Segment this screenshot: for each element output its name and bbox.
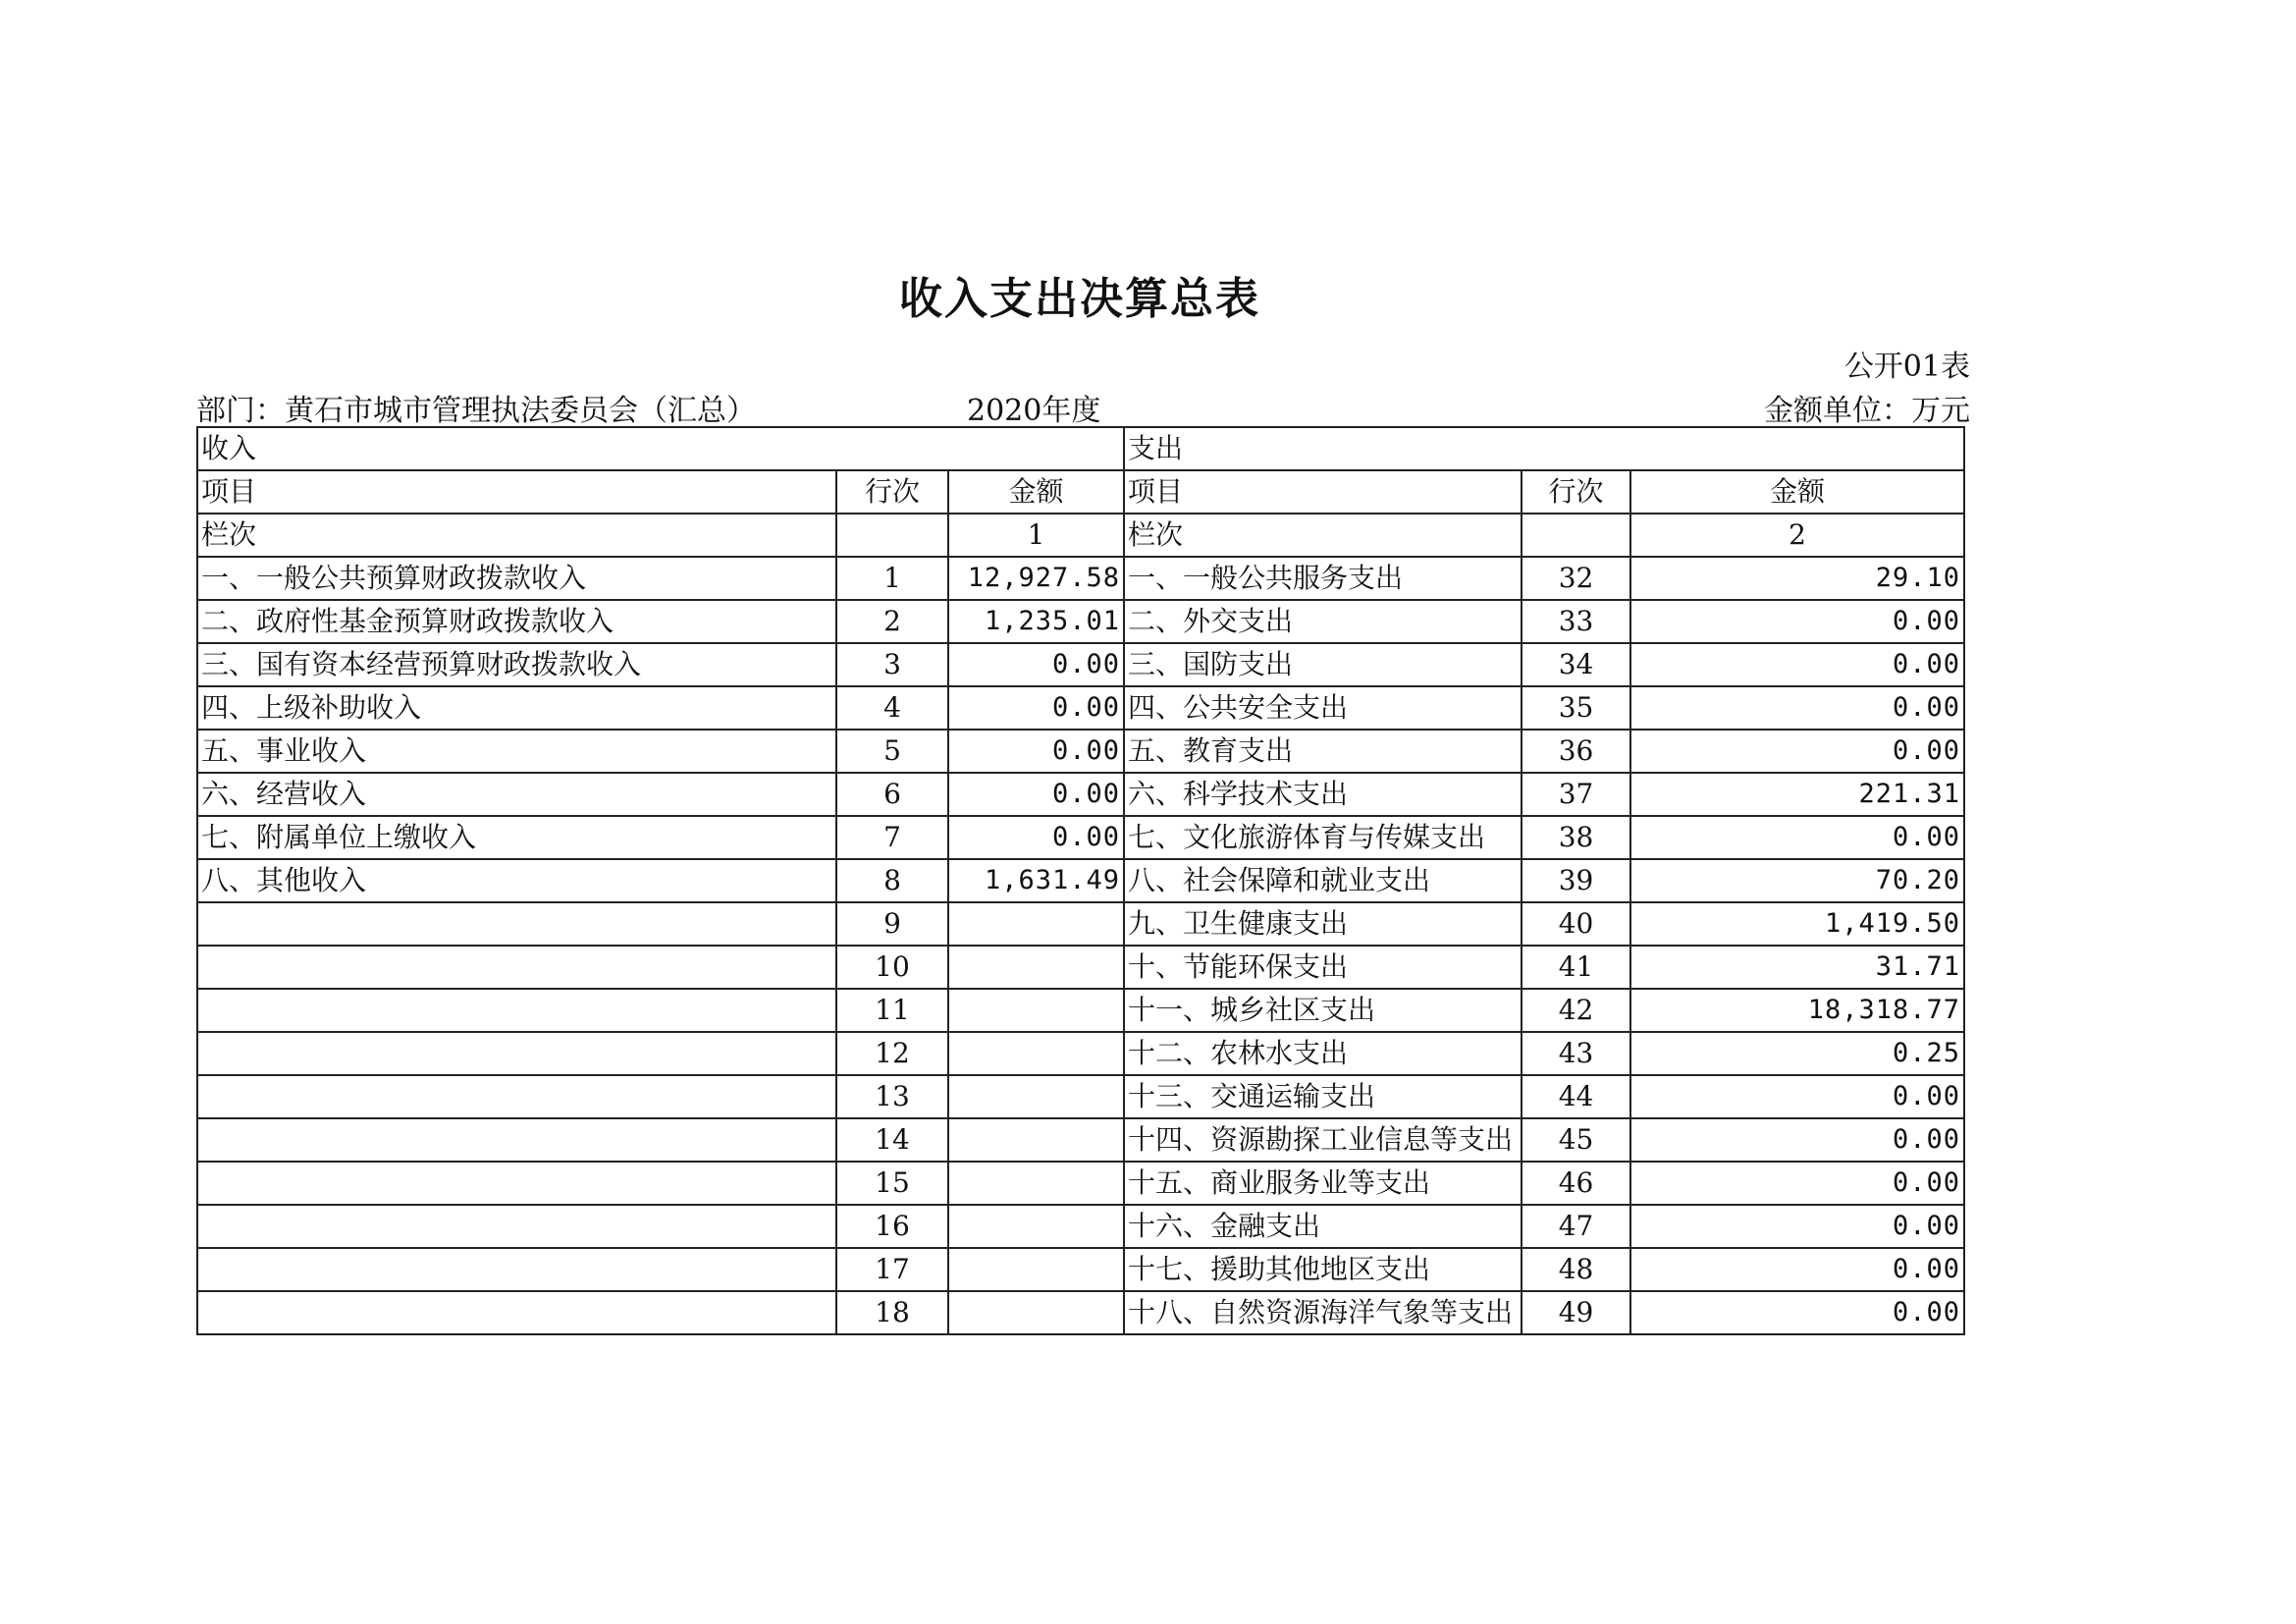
income-item-cell: 一、一般公共预算财政拨款收入 — [197, 557, 836, 600]
table-row — [197, 1205, 1964, 1248]
expense-amount-cell: 0.00 — [1630, 730, 1964, 773]
income-amount-cell — [948, 1248, 1124, 1291]
expense-item-cell: 九、卫生健康支出 — [1124, 902, 1522, 946]
expense-item-cell: 十八、自然资源海洋气象等支出 — [1124, 1291, 1522, 1334]
income-item-cell — [197, 1248, 836, 1291]
income-item-cell — [197, 989, 836, 1032]
expense-row-no-cell: 35 — [1522, 686, 1630, 730]
income-amount-cell: 0.00 — [948, 773, 1124, 816]
income-row-no-cell: 10 — [836, 946, 948, 989]
income-item-cell — [197, 1162, 836, 1205]
expense-row-no-cell: 36 — [1522, 730, 1630, 773]
table-row — [197, 1118, 1964, 1162]
income-item-cell — [197, 902, 836, 946]
income-item-cell: 二、政府性基金预算财政拨款收入 — [197, 600, 836, 643]
income-row-no-cell: 4 — [836, 686, 948, 730]
income-col-index: 1 — [948, 514, 1124, 557]
income-item-cell — [197, 1075, 836, 1118]
expense-row-no-cell: 38 — [1522, 816, 1630, 859]
expense-section-header: 支出 — [1124, 427, 1964, 470]
income-item-cell — [197, 1118, 836, 1162]
income-item-cell: 八、其他收入 — [197, 859, 836, 902]
income-row-no-cell: 2 — [836, 600, 948, 643]
table-row — [197, 989, 1964, 1032]
income-amount-cell: 1,235.01 — [948, 600, 1124, 643]
income-item-cell — [197, 1032, 836, 1075]
income-item-cell: 六、经营收入 — [197, 773, 836, 816]
expense-row-no-cell: 48 — [1522, 1248, 1630, 1291]
table-row — [197, 816, 1964, 859]
income-amount-cell — [948, 1205, 1124, 1248]
income-row-no-cell: 5 — [836, 730, 948, 773]
expense-amount-cell: 70.20 — [1630, 859, 1964, 902]
expense-amount-cell: 0.00 — [1630, 816, 1964, 859]
expense-item-cell: 二、外交支出 — [1124, 600, 1522, 643]
expense-col-label: 栏次 — [1124, 514, 1522, 557]
income-amount-cell — [948, 1032, 1124, 1075]
income-row-no-cell: 11 — [836, 989, 948, 1032]
column-index-row — [197, 514, 1964, 557]
table-row — [197, 686, 1964, 730]
expense-row-no-header: 行次 — [1522, 470, 1630, 514]
income-amount-cell — [948, 1162, 1124, 1205]
expense-row-no-cell: 44 — [1522, 1075, 1630, 1118]
income-row-no-cell: 8 — [836, 859, 948, 902]
income-row-no-cell: 15 — [836, 1162, 948, 1205]
income-row-no-cell: 14 — [836, 1118, 948, 1162]
expense-row-no-cell: 43 — [1522, 1032, 1630, 1075]
expense-row-no-cell: 39 — [1522, 859, 1630, 902]
expense-row-no-cell: 49 — [1522, 1291, 1630, 1334]
expense-amount-cell: 0.00 — [1630, 1162, 1964, 1205]
expense-row-no-cell: 32 — [1522, 557, 1630, 600]
expense-item-header: 项目 — [1124, 470, 1522, 514]
income-amount-cell: 0.00 — [948, 730, 1124, 773]
income-row-no-cell: 3 — [836, 643, 948, 686]
expense-item-cell: 十一、城乡社区支出 — [1124, 989, 1522, 1032]
section-header-row — [197, 427, 1964, 470]
fiscal-year: 2020年度 — [967, 394, 1101, 428]
department-label: 部门：黄石市城市管理执法委员会（汇总） — [196, 394, 756, 428]
income-col-blank — [836, 514, 948, 557]
expense-item-cell: 十、节能环保支出 — [1124, 946, 1522, 989]
expense-row-no-cell: 45 — [1522, 1118, 1630, 1162]
income-item-cell: 三、国有资本经营预算财政拨款收入 — [197, 643, 836, 686]
table-row — [197, 1162, 1964, 1205]
expense-col-blank — [1522, 514, 1630, 557]
table-row — [197, 1291, 1964, 1334]
expense-amount-cell: 0.00 — [1630, 643, 1964, 686]
income-item-cell — [197, 946, 836, 989]
expense-col-index: 2 — [1630, 514, 1964, 557]
table-row — [197, 600, 1964, 643]
expense-item-cell: 一、一般公共服务支出 — [1124, 557, 1522, 600]
income-item-cell: 五、事业收入 — [197, 730, 836, 773]
income-row-no-cell: 1 — [836, 557, 948, 600]
income-amount-cell: 1,631.49 — [948, 859, 1124, 902]
income-amount-cell: 0.00 — [948, 816, 1124, 859]
income-amount-cell — [948, 902, 1124, 946]
table-number: 公开01表 — [1843, 350, 1970, 384]
income-item-cell — [197, 1291, 836, 1334]
expense-item-cell: 十七、援助其他地区支出 — [1124, 1248, 1522, 1291]
income-amount-cell — [948, 1118, 1124, 1162]
expense-item-cell: 十三、交通运输支出 — [1124, 1075, 1522, 1118]
expense-amount-cell: 31.71 — [1630, 946, 1964, 989]
income-item-cell: 四、上级补助收入 — [197, 686, 836, 730]
expense-row-no-cell: 37 — [1522, 773, 1630, 816]
income-row-no-header: 行次 — [836, 470, 948, 514]
expense-item-cell: 十五、商业服务业等支出 — [1124, 1162, 1522, 1205]
income-amount-cell — [948, 1075, 1124, 1118]
expense-row-no-cell: 42 — [1522, 989, 1630, 1032]
expense-item-cell: 六、科学技术支出 — [1124, 773, 1522, 816]
expense-row-no-cell: 47 — [1522, 1205, 1630, 1248]
income-row-no-cell: 9 — [836, 902, 948, 946]
expense-item-cell: 十四、资源勘探工业信息等支出 — [1124, 1118, 1522, 1162]
expense-row-no-cell: 33 — [1522, 600, 1630, 643]
expense-item-cell: 十二、农林水支出 — [1124, 1032, 1522, 1075]
income-amount-cell — [948, 989, 1124, 1032]
table-row — [197, 1248, 1964, 1291]
table-row — [197, 557, 1964, 600]
income-row-no-cell: 7 — [836, 816, 948, 859]
table-row — [197, 859, 1964, 902]
expense-amount-cell: 221.31 — [1630, 773, 1964, 816]
expense-amount-cell: 29.10 — [1630, 557, 1964, 600]
income-amount-cell: 0.00 — [948, 643, 1124, 686]
table-row — [197, 902, 1964, 946]
expense-amount-cell: 0.00 — [1630, 1248, 1964, 1291]
income-amount-cell — [948, 1291, 1124, 1334]
expense-amount-cell: 18,318.77 — [1630, 989, 1964, 1032]
table-row — [197, 730, 1964, 773]
expense-item-cell: 十六、金融支出 — [1124, 1205, 1522, 1248]
income-amount-cell: 0.00 — [948, 686, 1124, 730]
expense-amount-header: 金额 — [1630, 470, 1964, 514]
table-row — [197, 643, 1964, 686]
expense-row-no-cell: 40 — [1522, 902, 1630, 946]
report-title: 收入支出决算总表 — [899, 274, 1260, 324]
expense-amount-cell: 0.00 — [1630, 1291, 1964, 1334]
expense-amount-cell: 0.00 — [1630, 600, 1964, 643]
expense-row-no-cell: 41 — [1522, 946, 1630, 989]
column-header-row — [197, 470, 1964, 514]
table-row — [197, 773, 1964, 816]
amount-unit: 金额单位：万元 — [1764, 394, 1970, 428]
income-amount-cell — [948, 946, 1124, 989]
income-row-no-cell: 6 — [836, 773, 948, 816]
expense-item-cell: 五、教育支出 — [1124, 730, 1522, 773]
expense-item-cell: 三、国防支出 — [1124, 643, 1522, 686]
income-item-cell: 七、附属单位上缴收入 — [197, 816, 836, 859]
income-col-label: 栏次 — [197, 514, 836, 557]
income-amount-cell: 12,927.58 — [948, 557, 1124, 600]
income-row-no-cell: 12 — [836, 1032, 948, 1075]
income-row-no-cell: 16 — [836, 1205, 948, 1248]
expense-amount-cell: 0.00 — [1630, 1205, 1964, 1248]
expense-row-no-cell: 46 — [1522, 1162, 1630, 1205]
income-section-header: 收入 — [197, 427, 1124, 470]
income-expense-table — [196, 426, 1965, 1335]
expense-amount-cell: 0.00 — [1630, 686, 1964, 730]
table-row — [197, 1032, 1964, 1075]
income-item-cell — [197, 1205, 836, 1248]
expense-amount-cell: 1,419.50 — [1630, 902, 1964, 946]
expense-amount-cell: 0.00 — [1630, 1118, 1964, 1162]
expense-item-cell: 八、社会保障和就业支出 — [1124, 859, 1522, 902]
table-row — [197, 1075, 1964, 1118]
income-row-no-cell: 18 — [836, 1291, 948, 1334]
expense-amount-cell: 0.25 — [1630, 1032, 1964, 1075]
expense-item-cell: 七、文化旅游体育与传媒支出 — [1124, 816, 1522, 859]
income-item-header: 项目 — [197, 470, 836, 514]
income-row-no-cell: 17 — [836, 1248, 948, 1291]
expense-row-no-cell: 34 — [1522, 643, 1630, 686]
table-row — [197, 946, 1964, 989]
expense-amount-cell: 0.00 — [1630, 1075, 1964, 1118]
income-row-no-cell: 13 — [836, 1075, 948, 1118]
expense-item-cell: 四、公共安全支出 — [1124, 686, 1522, 730]
income-amount-header: 金额 — [948, 470, 1124, 514]
